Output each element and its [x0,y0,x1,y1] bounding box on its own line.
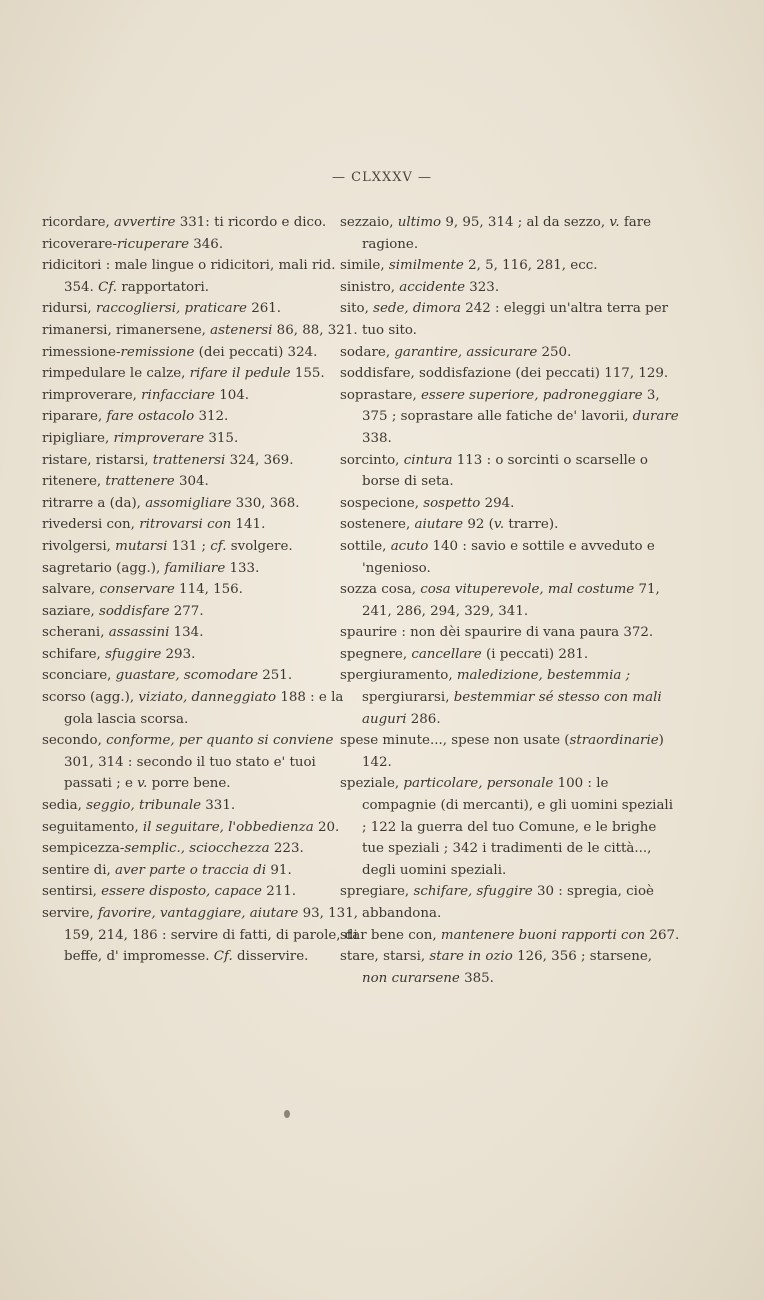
glossary-entry: rivedersi con, ritrovarsi con 141. [42,517,266,533]
glossary-entry: ristare, ristarsi, trattenersi 324, 369. [42,452,294,468]
glossary-entry: saziare, soddisfare 277. [42,603,204,619]
glossary-entry: sodare, garantire, assicurare 250. [340,344,572,360]
glossary-entry: sedia, seggio, tribunale 331. [42,798,236,814]
glossary-entry: sozza cosa, cosa vituperevole, mal costume 71, 241, 286, 294, 329, 341. [340,582,660,619]
glossary-entry: soprastare, essere superiore, padroneggiare 3, 375 ; soprastare alle fatiche de' lavorii, durare 338. [340,387,679,446]
glossary-entry: sorcinto, cintura 113 : o sorcinti o scarselle o borse di seta. [340,452,648,490]
glossary-entry: sconciare, guastare, scomodare 251. [42,668,293,684]
glossary-entry: spaurire : non dèi spaurire di vana paura 372. [340,625,654,641]
glossary-entry: spese minute..., spese non usate (straordinarie) 142. [340,733,664,770]
glossary-entry: schifare, sfuggire 293. [42,646,196,662]
glossary-entry: rimessione-remissione (dei peccati) 324. [42,344,318,360]
glossary-entry: sempicezza-semplic., sciocchezza 223. [42,841,304,857]
glossary-entry: ritenere, trattenere 304. [42,474,209,490]
glossary-entry: ritrarre a (da), assomigliare 330, 368. [42,495,300,511]
glossary-entry: stare, starsi, stare in ozio 126, 356 ; starsene, non curarsene 385. [340,949,652,986]
glossary-entry: sospecione, sospetto 294. [340,495,515,511]
glossary-entry: sentire di, aver parte o traccia di 91. [42,862,292,878]
glossary-entry: simile, similmente 2, 5, 116, 281, ecc. [340,258,598,274]
glossary-entry: sinistro, accidente 323. [340,279,500,295]
page-numeral: — CLXXXV — [332,170,432,185]
glossary-entry: speziale, particolare, personale 100 : le compagnie (di mercanti), e gli uomini speziali ; 122 la guerra del tuo Comune, e le brighe tue speziali ; 342 i tradimenti de le città..., degli uomini speziali. [340,776,673,878]
glossary-entry: ripigliare, rimproverare 315. [42,430,239,446]
glossary-entry: sostenere, aiutare 92 (v. trarre). [340,517,559,533]
glossary-entry: rivolgersi, mutarsi 131 ; cf. svolgere. [42,538,293,554]
glossary-entry: spergiuramento, maledizione, bestemmia ; spergiurarsi, bestemmiar sé stesso con mali auguri 286. [340,668,662,727]
glossary-entry: rimpedulare le calze, rifare il pedule 155. [42,366,325,382]
glossary-entry: secondo, conforme, per quanto si conviene 301, 314 : secondo il tuo stato e' tuoi passati ; e v. porre bene. [42,733,334,792]
glossary-entry: rimanersi, rimanersene, astenersi 86, 88, 321. [42,322,358,338]
glossary-entry: scherani, assassini 134. [42,625,204,641]
glossary-entry: sito, sede, dimora 242 : eleggi un'altra terra per tuo sito. [340,301,669,338]
glossary-entry: ridursi, raccogliersi, praticare 261. [42,301,282,317]
glossary-entry: riparare, fare ostacolo 312. [42,409,229,425]
glossary-entry: rimproverare, rinfacciare 104. [42,387,250,403]
glossary-entry: ricordare, avvertire 331: ti ricordo e dico. [42,215,327,230]
glossary-entry: ricoverare-ricuperare 346. [42,236,224,252]
glossary-column-right [340,212,680,989]
glossary-entry: soddisfare, soddisfazione (dei peccati) 117, 129. [340,366,669,382]
glossary-entry: salvare, conservare 114, 156. [42,582,243,598]
glossary-entry: scorso (agg.), viziato, danneggiato 188 : e la gola lascia scorsa. [42,690,344,727]
glossary-entry: sagretario (agg.), familiare 133. [42,560,260,576]
glossary-column-left [42,212,362,968]
glossary-entry: seguitamento, il seguitare, l'obbedienza 20. [42,819,340,835]
glossary-entry: star bene con, mantenere buoni rapporti con 267. [340,927,680,943]
glossary-entry: ridicitori : male lingue o ridicitori, mali rid. 354. Cf. rapportatori. [42,258,336,295]
ink-mark [284,1110,290,1118]
glossary-entry: servire, favorire, vantaggiare, aiutare 93, 131, 159, 214, 186 : servire di fatti, di parole, di beffe, d' impromesse. Cf. disservire. [42,906,358,965]
glossary-entry: sottile, acuto 140 : savio e sottile e avveduto e 'ngenioso. [340,538,655,576]
glossary-entry: sentirsi, essere disposto, capace 211. [42,884,297,900]
glossary-entry: spegnere, cancellare (i peccati) 281. [340,646,589,662]
glossary-entry: sezzaio, ultimo 9, 95, 314 ; al da sezzo, v. fare ragione. [340,215,652,252]
glossary-entry: spregiare, schifare, sfuggire 30 : spregia, cioè abbandona. [340,884,654,921]
